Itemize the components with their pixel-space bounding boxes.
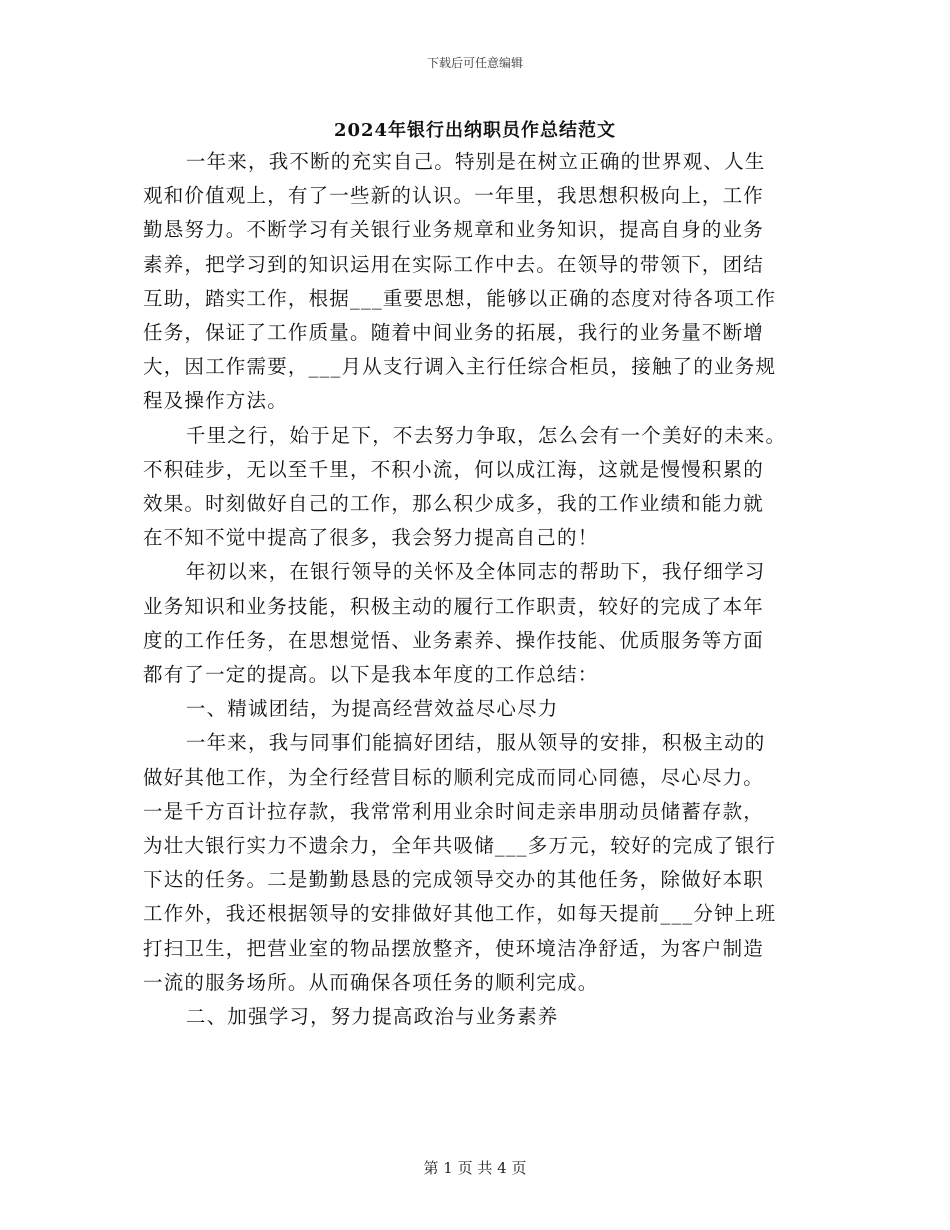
- text-line: 在不知不觉中提高了很多，我会努力提高自己的！: [143, 526, 599, 550]
- text-line: 一年来，我不断的充实自己。特别是在树立正确的世界观、人生: [185, 150, 766, 173]
- text-line: 打扫卫生，把营业室的物品摆放整齐，使环境洁净舒适，为客户制造: [143, 936, 765, 960]
- text-line: 一年来，我与同事们能搞好团结，服从领导的安排，积极主动的: [185, 731, 766, 755]
- paragraph-1: [143, 145, 807, 419]
- text-line: 任务，保证了工作质量。随着中间业务的拓展，我行的业务量不断增: [143, 321, 765, 345]
- text-line: 工作外，我还根据领导的安排做好其他工作，如每天提前___分钟上班: [143, 902, 777, 926]
- text-line: 下达的任务。二是勤勤恳恳的完成领导交办的其他任务，除做好本职: [143, 868, 765, 892]
- paragraph-2: [143, 419, 807, 556]
- section-heading-1: [143, 692, 807, 726]
- text-line: 互助，踏实工作，根据___重要思想，能够以正确的态度对待各项工作: [143, 286, 777, 310]
- text-line: 素养，把学习到的知识运用在实际工作中去。在领导的带领下，团结: [143, 252, 765, 276]
- document-title: 2024年银行出纳职员作总结范文: [333, 120, 617, 141]
- document-body: [143, 145, 807, 1034]
- text-line: 一流的服务场所。从而确保各项任务的顺利完成。: [143, 970, 599, 994]
- section-heading-2: [143, 1000, 807, 1034]
- text-line: 一是千方百计拉存款，我常常利用业余时间走亲串朋动员储蓄存款，: [143, 799, 765, 823]
- text-line: 年初以来，在银行领导的关怀及全体同志的帮助下，我仔细学习: [185, 560, 766, 584]
- page-footer: 第 1 页 共 4 页: [423, 1159, 527, 1177]
- text-line: 业务知识和业务技能，积极主动的履行工作职责，较好的完成了本年: [143, 594, 765, 618]
- text-line: 观和价值观上，有了一些新的认识。一年里，我思想积极向上，工作: [143, 184, 765, 208]
- paragraph-4: [143, 726, 807, 1000]
- text-line: 都有了一定的提高。以下是我本年度的工作总结：: [143, 663, 599, 687]
- text-line: 千里之行，始于足下，不去努力争取，怎么会有一个美好的未来。: [185, 423, 787, 447]
- text-line: 不积硅步，无以至千里，不积小流，何以成江海，这就是慢慢积累的: [143, 457, 765, 481]
- header-note: 下载后可任意编辑: [426, 56, 523, 70]
- text-line: 二、加强学习，努力提高政治与业务素养: [185, 1005, 559, 1029]
- paragraph-3: [143, 555, 807, 692]
- text-line: 为壮大银行实力不遗余力，全年共吸储___多万元，较好的完成了银行: [143, 834, 777, 858]
- text-line: 大，因工作需要，___月从支行调入主行任综合柜员，接触了的业务规: [143, 355, 777, 379]
- text-line: 度的工作任务，在思想觉悟、业务素养、操作技能、优质服务等方面: [143, 628, 765, 652]
- text-line: 效果。时刻做好自己的工作，那么积少成多，我的工作业绩和能力就: [143, 492, 765, 516]
- text-line: 勤恳努力。不断学习有关银行业务规章和业务知识，提高自身的业务: [143, 218, 765, 242]
- text-line: 做好其他工作，为全行经营目标的顺利完成而同心同德，尽心尽力。: [143, 765, 765, 789]
- text-line: 程及操作方法。: [143, 389, 288, 413]
- text-line: 一、精诚团结，为提高经营效益尽心尽力: [185, 697, 559, 721]
